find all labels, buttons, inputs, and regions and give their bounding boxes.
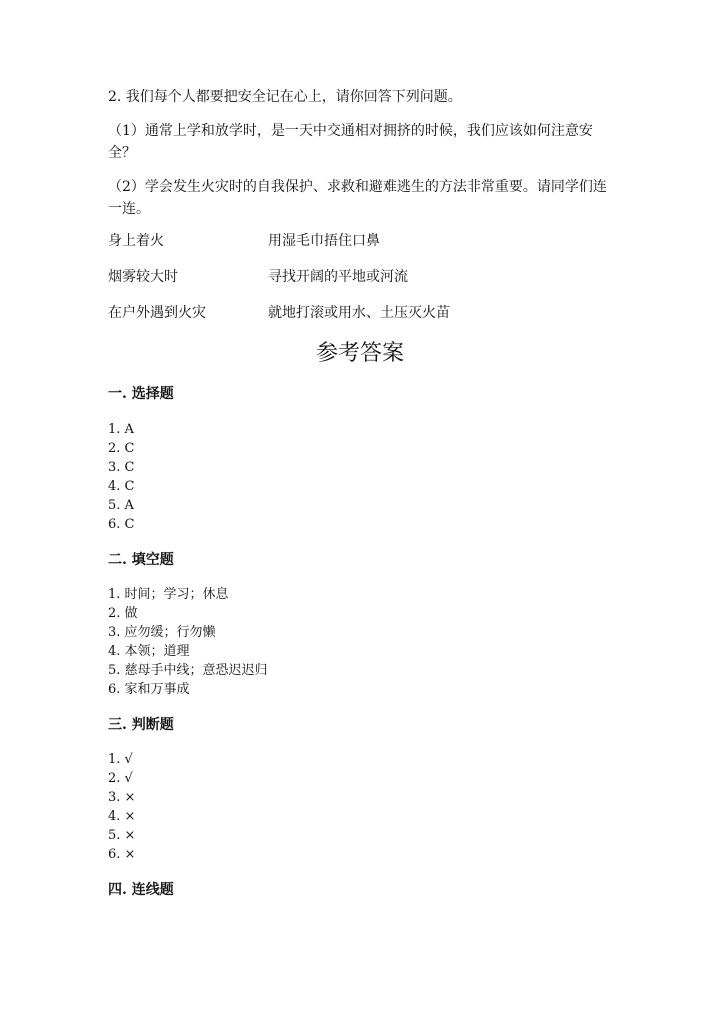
answer-item: 1. √	[108, 752, 133, 767]
question-intro: 2. 我们每个人都要把安全记在心上，请你回答下列问题。	[108, 89, 462, 105]
section-heading: 一. 选择题	[108, 386, 174, 402]
answer-item: 4. C	[108, 479, 135, 494]
answer-item: 6. 家和万事成	[108, 682, 190, 697]
match-right: 就地打滚或用水、土压灭火苗	[268, 305, 450, 321]
question-part-1: （1）通常上学和放学时，是一天中交通相对拥挤的时候，我们应该如何注意安全？	[108, 123, 593, 161]
match-right: 寻找开阔的平地或河流	[268, 269, 408, 285]
answers-title: 参考答案	[315, 341, 404, 366]
match-row	[108, 266, 613, 288]
match-left: 身上着火	[108, 233, 164, 249]
section-heading: 三. 判断题	[108, 717, 174, 733]
answer-item: 6. C	[108, 517, 135, 532]
match-row	[108, 230, 613, 252]
section-heading: 二. 填空题	[108, 552, 174, 568]
match-row	[108, 302, 613, 324]
answer-item: 2. C	[108, 441, 135, 456]
answer-item: 4. ×	[108, 809, 136, 824]
answer-item: 4. 本领；道理	[108, 644, 190, 659]
answer-item: 2. √	[108, 771, 133, 786]
answer-item: 1. 时间；学习；休息	[108, 587, 229, 602]
answer-item: 5. 慈母手中线；意恐迟迟归	[108, 663, 268, 678]
answer-item: 2. 做	[108, 606, 138, 621]
answer-item: 3. C	[108, 460, 135, 475]
match-right: 用湿毛巾捂住口鼻	[268, 233, 380, 249]
question-part-2: （2）学会发生火灾时的自我保护、求救和避难逃生的方法非常重要。请同学们连一连。	[108, 179, 607, 217]
answer-item: 5. A	[108, 498, 134, 513]
answer-item: 3. 应勿缓；行勿懒	[108, 625, 216, 640]
answer-item: 1. A	[108, 422, 134, 437]
answer-list	[108, 585, 268, 699]
match-left: 烟雾较大时	[108, 269, 178, 285]
answer-list	[108, 750, 135, 864]
section-heading: 四. 连线题	[108, 882, 174, 898]
answer-item: 5. ×	[108, 828, 136, 843]
answer-item: 3. ×	[108, 790, 136, 805]
answer-list	[108, 420, 134, 534]
match-left: 在户外遇到火灾	[108, 305, 206, 321]
answer-item: 6. ×	[108, 847, 136, 862]
